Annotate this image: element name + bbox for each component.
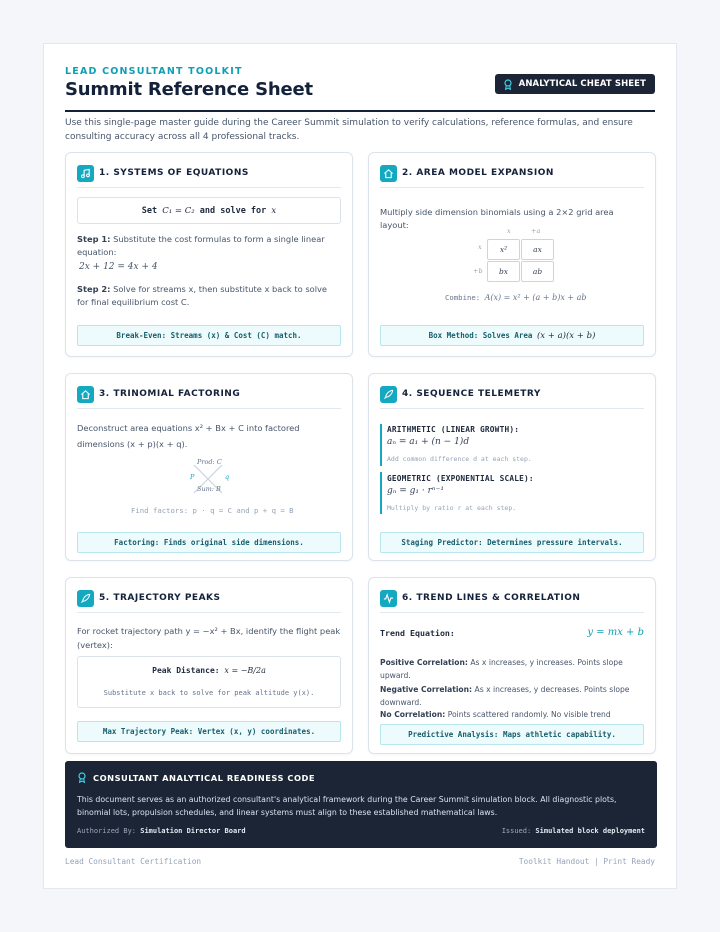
- summary-label: Box Method: Solves Area: [428, 331, 533, 340]
- issued-value: Simulated block deployment: [535, 827, 645, 835]
- card-sequence-telemetry: [368, 373, 656, 561]
- card-header: [77, 588, 341, 608]
- page-title: Summit Reference Sheet: [65, 79, 313, 100]
- auth-value: Simulation Director Board: [140, 827, 246, 835]
- home-icon: [77, 386, 94, 403]
- step-1-text: Substitute the cost formulas to form a single linear equation:: [77, 234, 325, 257]
- negative-correlation: [380, 684, 644, 709]
- pos-label: Positive Correlation:: [380, 658, 468, 667]
- card-trajectory-peaks: [65, 577, 353, 754]
- none-text: Points scattered randomly. No visible trend: [447, 710, 611, 719]
- summary-box: Break-Even: Streams (x) & Cost (C) match.: [77, 325, 341, 346]
- step-1-label: Step 1:: [77, 234, 111, 244]
- step-2-text: Solve for streams x, then substitute x back to solve for final equilibrium cost C.: [77, 284, 328, 307]
- x-bottom-label: Sum: B: [197, 485, 221, 493]
- row-label: +b: [473, 267, 483, 275]
- col-label: x: [507, 227, 511, 235]
- summary-box: Max Trajectory Peak: Vertex (x, y) coordinates.: [77, 721, 341, 742]
- music-note-icon: [77, 165, 94, 182]
- card-header: [380, 588, 644, 608]
- card-title: 4. SEQUENCE TELEMETRY: [402, 389, 541, 399]
- equation-box: [77, 197, 341, 224]
- card-trend-lines: [368, 577, 656, 754]
- card-title: 2. AREA MODEL EXPANSION: [402, 168, 554, 178]
- geo-accent: [380, 472, 382, 514]
- summary-equation: (x + a)(x + b): [536, 330, 596, 341]
- card-title: 3. TRINOMIAL FACTORING: [99, 389, 241, 399]
- eq-var: x: [271, 205, 277, 216]
- combine-equation: A(x) = x² + (a + b)x + ab: [484, 293, 587, 302]
- step-2-label: Step 2:: [77, 284, 111, 294]
- card-title: 5. TRAJECTORY PEAKS: [99, 593, 221, 603]
- row-label: x: [478, 243, 482, 251]
- x-right-label: q: [225, 473, 230, 481]
- step-2: [77, 283, 339, 309]
- arith-equation: aₙ = a₁ + (n − 1)d: [387, 437, 470, 447]
- summary-box: [380, 325, 644, 346]
- award-icon: [77, 772, 87, 783]
- correlation-notes: [380, 657, 644, 734]
- none-label: No Correlation:: [380, 710, 446, 719]
- footer-right: Toolkit Handout | Print Ready: [518, 857, 655, 866]
- trajectory-text: For rocket trajectory path y = −x² + Bx, identify the flight peak (vertex):: [77, 626, 341, 650]
- col-label: +a: [531, 227, 541, 235]
- card-trinomial-factoring: [65, 373, 353, 561]
- page-footer: [65, 857, 655, 866]
- auth-label: Authorized By:: [77, 827, 137, 835]
- trend-label: Trend Equation:: [380, 628, 455, 638]
- card-title: 1. SYSTEMS OF EQUATIONS: [99, 168, 249, 178]
- area-intro: Multiply side dimension binomials using a 2×2 grid area layout:: [380, 207, 614, 230]
- step-1: [77, 233, 339, 259]
- area-cell: bx: [487, 261, 520, 282]
- summary-box: Staging Predictor: Determines pressure intervals.: [380, 532, 644, 553]
- pos-text: As x increases, y increases. Points slope upward.: [380, 658, 623, 680]
- peak-box: [77, 656, 341, 708]
- title-divider: [65, 110, 655, 112]
- geo-equation: gₙ = g₁ · rⁿ⁻¹: [387, 486, 444, 496]
- authorized-by: [77, 827, 246, 835]
- issued-label: Issued:: [501, 827, 532, 835]
- card-header: [77, 384, 341, 404]
- area-cell: x²: [487, 239, 520, 260]
- peak-equation: x = −B/2a: [224, 666, 266, 675]
- factoring-text: Deconstruct area equations x² + Bx + C into factored dimensions (x + p)(x + q).: [77, 423, 300, 449]
- neg-text: As x increases, y decreases. Points slope downward.: [380, 685, 630, 707]
- activity-icon: [380, 590, 397, 607]
- card-header: [380, 163, 644, 183]
- combine-label: Combine:: [445, 293, 481, 302]
- arith-heading: ARITHMETIC (LINEAR GROWTH):: [387, 425, 520, 434]
- peak-label: Peak Distance:: [152, 666, 220, 675]
- banner-heading: [77, 772, 315, 783]
- neg-label: Negative Correlation:: [380, 685, 473, 694]
- find-factors: Find factors: p · q = C and p + q = B: [131, 506, 294, 515]
- eq-expr: C₁ = C₂: [162, 205, 195, 216]
- x-top-label: Prod: C: [197, 458, 222, 466]
- award-icon: [503, 79, 513, 90]
- summary-box: Predictive Analysis: Maps athletic capability.: [380, 724, 644, 745]
- badge-label: ANALYTICAL CHEAT SHEET: [518, 79, 646, 89]
- geo-note: Multiply by ratio r at each step.: [387, 504, 517, 512]
- arith-accent: [380, 424, 382, 466]
- combine-line: [445, 293, 587, 302]
- rocket-icon: [380, 386, 397, 403]
- card-area-model-expansion: [368, 152, 656, 357]
- banner-title: CONSULTANT ANALYTICAL READINESS CODE: [93, 772, 316, 783]
- peak-line: [78, 666, 340, 675]
- reference-sheet: [43, 43, 677, 889]
- card-title: 6. TREND LINES & CORRELATION: [402, 593, 581, 603]
- intro-text: Use this single-page master guide during the Career Summit simulation to verify calculations, reference formulas, and ensure consulting accuracy across all 4 professional tracks.: [65, 118, 633, 142]
- cheat-sheet-badge: [495, 74, 655, 94]
- arith-note: Add common difference d at each step.: [387, 455, 532, 463]
- footer-left: Lead Consultant Certification: [65, 857, 202, 866]
- step-1-equation: 2x + 12 = 4x + 4: [79, 262, 158, 272]
- readiness-banner: [65, 761, 657, 848]
- area-cell: ax: [521, 239, 554, 260]
- geo-heading: GEOMETRIC (EXPONENTIAL SCALE):: [387, 474, 534, 483]
- card-header: [77, 163, 341, 183]
- issued: [502, 827, 645, 835]
- home-icon: [380, 165, 397, 182]
- eq-rest: and solve for: [199, 205, 267, 216]
- card-header: [380, 384, 644, 404]
- positive-correlation: [380, 657, 644, 682]
- area-cell: ab: [521, 261, 554, 282]
- eyebrow-label: LEAD CONSULTANT TOOLKIT: [65, 66, 243, 77]
- banner-footer: [77, 827, 645, 835]
- eq-set: Set: [141, 205, 158, 216]
- x-left-label: P: [190, 473, 195, 481]
- summary-box: Factoring: Finds original side dimensions.: [77, 532, 341, 553]
- card-systems-of-equations: [65, 152, 353, 357]
- trend-equation: y = mx + b: [587, 627, 644, 638]
- banner-text: This document serves as an authorized consultant's analytical framework during the Career Summit simulation block. All diagnostic plots, binomial lots, propulsion schedules, and linear systems must align to these established mathematical laws.: [77, 795, 617, 817]
- peak-note: Substitute x back to solve for peak altitude y(x).: [103, 689, 315, 697]
- rocket-icon: [77, 590, 94, 607]
